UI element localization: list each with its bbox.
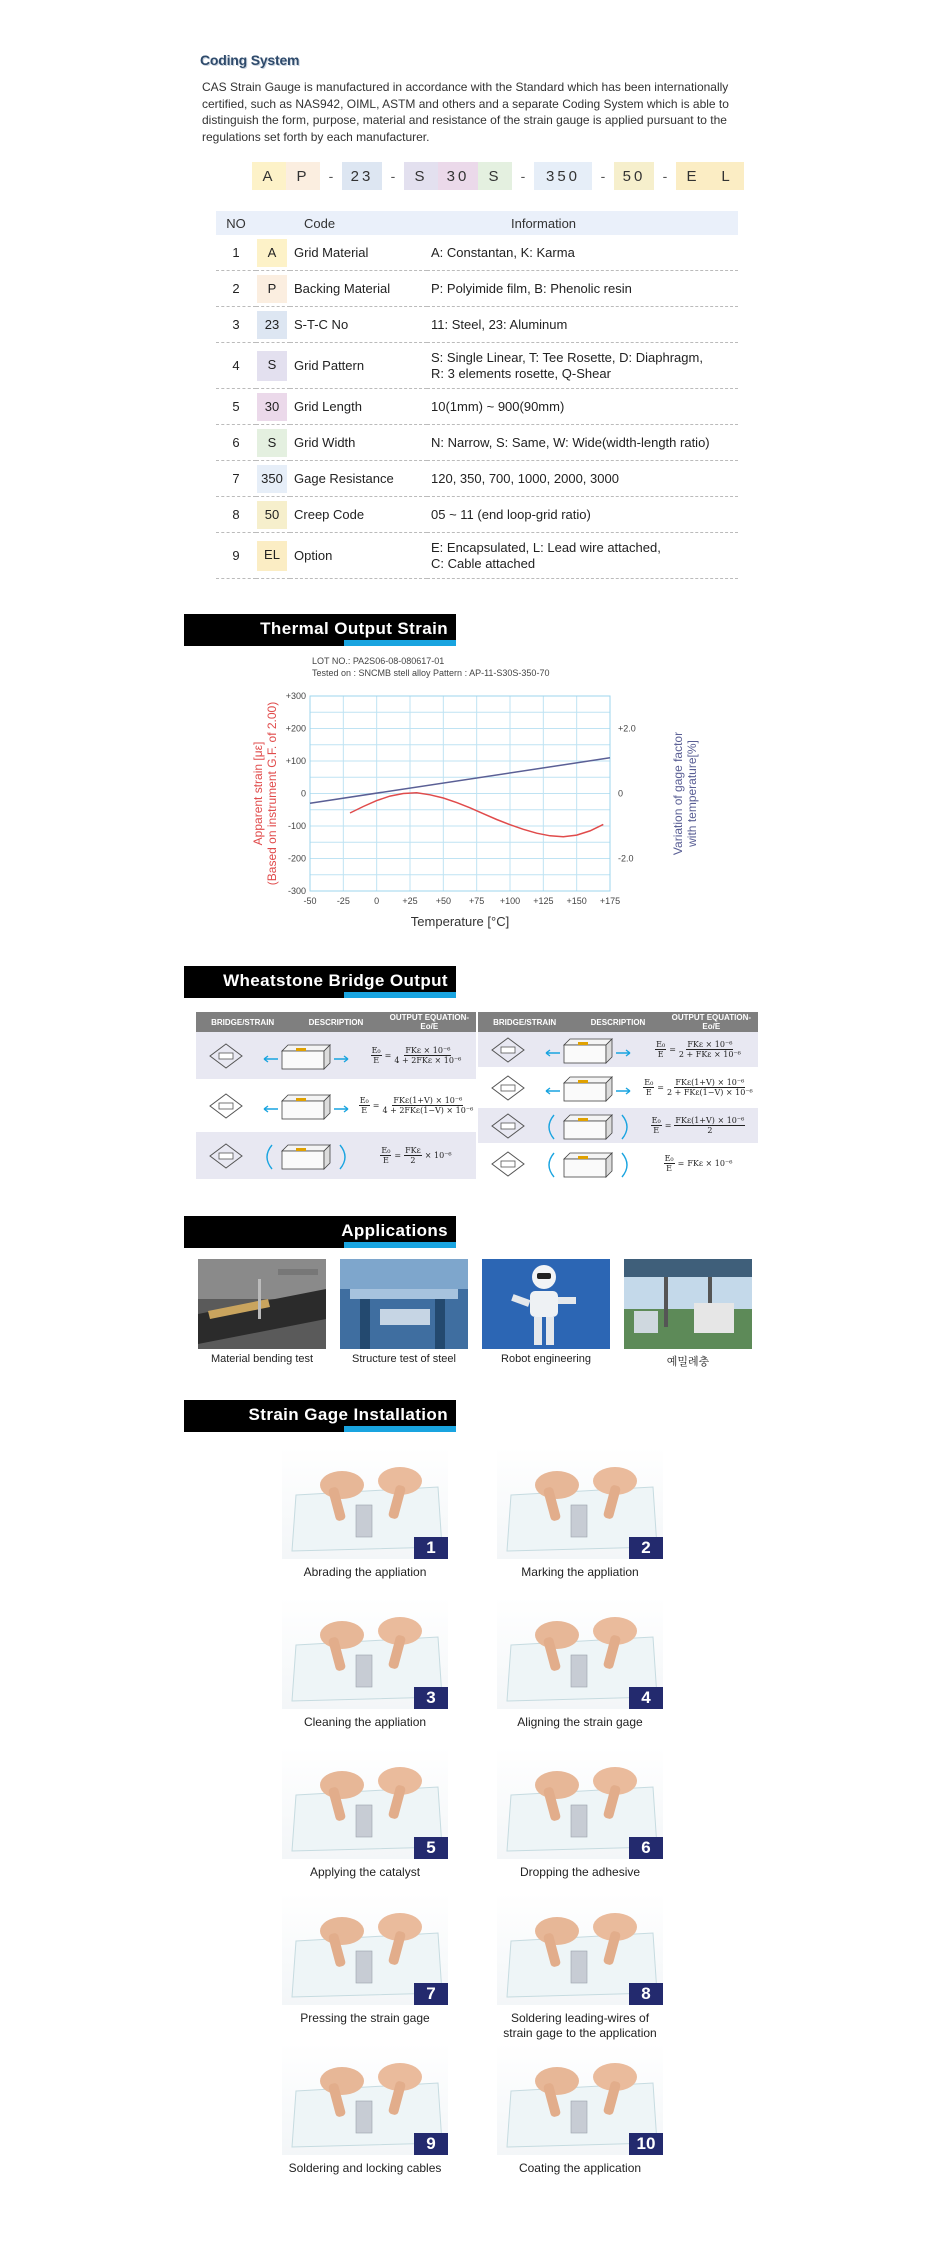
eq-numerator: FKε × 10⁻⁶ xyxy=(405,1046,451,1055)
equation-cell xyxy=(356,1146,476,1165)
eq-eo: E₀ xyxy=(644,1078,654,1087)
eq-e: E xyxy=(666,1164,673,1173)
row-info xyxy=(427,389,738,425)
eq-numerator: FKε(1+V) × 10⁻⁶ xyxy=(675,1078,745,1087)
bridge-table-header xyxy=(478,1012,758,1032)
row-name: Creep Code xyxy=(290,497,427,533)
section-title: Thermal Output Strain xyxy=(260,619,448,638)
x-tick-label: -25 xyxy=(336,896,350,906)
coding-row xyxy=(216,533,738,579)
row-number: 5 xyxy=(216,389,256,425)
bridge-row xyxy=(196,1032,476,1082)
equation-cell xyxy=(356,1096,476,1115)
row-code: 50 xyxy=(257,501,287,529)
output-equation xyxy=(359,1096,474,1115)
row-code-cell xyxy=(256,533,290,579)
step-number-badge: 1 xyxy=(414,1537,448,1559)
installation-section-header xyxy=(184,1400,456,1432)
row-code: EL xyxy=(257,541,287,571)
row-code: P xyxy=(257,275,287,303)
row-code-cell xyxy=(256,271,290,307)
coding-row xyxy=(216,497,738,533)
description-cell xyxy=(538,1071,638,1105)
installation-caption xyxy=(470,1865,690,1880)
eq-e: E xyxy=(382,1156,389,1165)
bridge-header-cell: BRIDGE/STRAIN xyxy=(493,1017,557,1027)
applications-section-header xyxy=(184,1216,456,1248)
coding-table-header xyxy=(216,211,738,235)
bridge-diagram-icon xyxy=(489,1112,527,1140)
eq-e: E xyxy=(657,1050,664,1059)
caption-line: Cleaning the appliation xyxy=(303,1715,427,1729)
bridge-row xyxy=(478,1070,758,1108)
eq-value: FKε × 10⁻⁶ xyxy=(687,1159,733,1168)
bridge-diagram-icon xyxy=(489,1074,527,1102)
row-code: A xyxy=(257,239,287,267)
row-code: 350 xyxy=(257,465,287,493)
eq-eo: E₀ xyxy=(371,1046,381,1055)
bridge-table-right xyxy=(478,1012,758,1184)
coding-table xyxy=(216,211,738,579)
code-segment: A xyxy=(252,162,286,190)
caption-line: Dropping the adhesive xyxy=(519,1865,641,1879)
eq-equals: = xyxy=(657,1083,664,1092)
eq-denominator: 4 + 2FKε × 10⁻⁶ xyxy=(394,1056,462,1065)
eq-fraction xyxy=(404,1146,422,1165)
row-name: Grid Material xyxy=(290,235,427,271)
row-number: 3 xyxy=(216,307,256,343)
installation-caption xyxy=(255,1715,475,1730)
row-info-line: 11: Steel, 23: Aluminum xyxy=(431,316,568,332)
header-info: Information xyxy=(427,211,738,235)
x-tick-label: +150 xyxy=(566,896,587,906)
output-equation xyxy=(371,1046,462,1065)
row-info xyxy=(427,533,738,579)
wheatstone-section-header xyxy=(184,966,456,998)
row-name: Grid Length xyxy=(290,389,427,425)
x-tick-label: +175 xyxy=(599,896,621,906)
row-info xyxy=(427,497,738,533)
eq-e: E xyxy=(645,1088,652,1097)
eq-eo: E₀ xyxy=(656,1040,666,1049)
eq-numerator: FKε × 10⁻⁶ xyxy=(687,1040,733,1049)
row-info-line: 05 ~ 11 (end loop-grid ratio) xyxy=(431,506,591,522)
row-code: 30 xyxy=(257,393,287,421)
eq-e: E xyxy=(653,1126,660,1135)
strain-block-icon xyxy=(258,1039,354,1073)
eq-fraction xyxy=(382,1096,473,1115)
code-segment: 23 xyxy=(342,162,382,190)
caption-line: Pressing the strain gage xyxy=(300,2011,430,2025)
row-name: Option xyxy=(290,533,427,579)
eo-over-e xyxy=(651,1116,662,1135)
coding-row xyxy=(216,343,738,389)
installation-caption xyxy=(470,1715,690,1730)
bridge-row xyxy=(478,1108,758,1146)
code-segment: E xyxy=(676,162,710,190)
installation-photo xyxy=(497,2043,663,2155)
strain-block-icon xyxy=(540,1147,636,1181)
y-right-tick-label: 0 xyxy=(618,788,624,799)
description-cell xyxy=(538,1147,638,1181)
code-separator: - xyxy=(662,168,668,184)
section-title: Wheatstone Bridge Output xyxy=(223,971,448,990)
bridge-header-cell: DESCRIPTION xyxy=(308,1017,364,1027)
step-number-badge: 7 xyxy=(414,1983,448,2005)
eq-fraction xyxy=(667,1078,753,1097)
code-segment: L xyxy=(710,162,744,190)
installation-photo xyxy=(282,1747,448,1859)
y-left-tick-label: -300 xyxy=(287,886,306,896)
row-info-line: P: Polyimide film, B: Phenolic resin xyxy=(431,280,632,296)
bridge-diagram-icon xyxy=(489,1150,527,1178)
row-code-cell xyxy=(256,307,290,343)
output-equation xyxy=(651,1116,746,1135)
eq-eo: E₀ xyxy=(664,1154,674,1163)
description-cell xyxy=(256,1039,356,1073)
caption-line: Soldering and locking cables xyxy=(288,2161,442,2175)
caption-line: Aligning the strain gage xyxy=(517,1715,643,1729)
section-accent-bar xyxy=(344,1242,456,1248)
description-cell xyxy=(538,1033,638,1067)
eo-over-e xyxy=(371,1046,382,1065)
caption-line: Applying the catalyst xyxy=(309,1865,421,1879)
robot-photo xyxy=(482,1259,610,1349)
caption-line: Abrading the appliation xyxy=(303,1565,427,1579)
material-bending-photo xyxy=(198,1259,326,1349)
series-line xyxy=(310,758,610,803)
strain-block-icon xyxy=(540,1071,636,1105)
code-separator: - xyxy=(520,168,526,184)
eq-denominator: 4 + 2FKε(1−V) × 10⁻⁶ xyxy=(382,1106,474,1115)
row-number: 8 xyxy=(216,497,256,533)
bridge-row xyxy=(196,1082,476,1132)
bridge-cell xyxy=(478,1112,538,1140)
coding-system-description: CAS Strain Gauge is manufactured in accordance with the Standard which has been internationally certified, such as NAS942, OIML, ASTM and others and a separate Coding System which is able to distinguish the form, purpose, material and resistance of the strain gauge is applied pursuant to the regulations set forth by each manufacturer. xyxy=(202,80,729,144)
eq-numerator: FKε(1+V) × 10⁻⁶ xyxy=(393,1096,463,1105)
output-equation xyxy=(664,1154,733,1173)
x-axis-label: Temperature [°C] xyxy=(410,914,510,929)
eo-over-e xyxy=(643,1078,654,1097)
eq-denominator: 2 xyxy=(410,1156,416,1165)
bridge-cell xyxy=(478,1074,538,1102)
bridge-header-cell: OUTPUT EQUATION-Eo/E xyxy=(389,1013,470,1031)
bridge-row xyxy=(478,1146,758,1184)
application-caption: 예밀례충 xyxy=(666,1356,710,1368)
eq-equals: = xyxy=(677,1159,685,1168)
section-accent-bar xyxy=(344,1426,456,1432)
equation-cell xyxy=(356,1046,476,1065)
bridge-diagram-icon xyxy=(207,1142,245,1170)
installation-photo xyxy=(497,1747,663,1859)
installation-caption xyxy=(470,1565,690,1580)
eo-over-e xyxy=(359,1096,370,1115)
bridge-table-header xyxy=(196,1012,476,1032)
code-segment: S xyxy=(478,162,512,190)
coding-row xyxy=(216,461,738,497)
eq-equals: = xyxy=(669,1045,676,1054)
bridge-diagram-icon xyxy=(207,1092,245,1120)
installation-caption xyxy=(255,2161,475,2176)
installation-photo xyxy=(497,1447,663,1559)
row-code-cell xyxy=(256,425,290,461)
x-tick-label: -50 xyxy=(303,896,317,906)
row-info xyxy=(427,307,738,343)
row-number: 6 xyxy=(216,425,256,461)
row-code-cell xyxy=(256,461,290,497)
row-number: 7 xyxy=(216,461,256,497)
x-tick-label: +100 xyxy=(499,896,521,906)
step-number-badge: 10 xyxy=(629,2133,663,2155)
header-no: NO xyxy=(216,211,256,235)
description-cell xyxy=(538,1109,638,1143)
bridge-header-cell: DESCRIPTION xyxy=(590,1017,646,1027)
eq-eo: E₀ xyxy=(651,1116,661,1125)
eo-over-e xyxy=(655,1040,666,1059)
strain-block-icon xyxy=(258,1139,354,1173)
structure-steel-photo xyxy=(340,1259,468,1349)
installation-photo xyxy=(282,2043,448,2155)
bridge-diagram-icon xyxy=(489,1036,527,1064)
eo-over-e xyxy=(664,1154,675,1173)
code-separator: - xyxy=(390,168,396,184)
eq-denominator: 2 xyxy=(707,1126,713,1135)
bridge-header-cell: BRIDGE/STRAIN xyxy=(211,1017,275,1027)
field-test-photo xyxy=(624,1259,752,1349)
coding-row xyxy=(216,389,738,425)
caption-line: Coating the application xyxy=(518,2161,642,2175)
header-code: Code xyxy=(256,211,427,235)
y-left-tick-label: +200 xyxy=(285,723,306,734)
row-code: S xyxy=(257,351,287,381)
row-info-line-2: C: Cable attached xyxy=(431,555,536,571)
y-right-axis-label: Variation of gage factor xyxy=(671,731,685,856)
thermal-section-header xyxy=(184,614,456,646)
eq-numerator: FKε xyxy=(405,1146,421,1155)
x-tick-label: +125 xyxy=(533,896,554,906)
eq-numerator: FKε(1+V) × 10⁻⁶ xyxy=(675,1116,745,1125)
eq-equals: = xyxy=(372,1101,380,1110)
output-equation xyxy=(643,1078,753,1097)
installation-photo xyxy=(282,1597,448,1709)
section-title: Strain Gage Installation xyxy=(248,1405,448,1424)
row-info-line: N: Narrow, S: Same, W: Wide(width-length ratio) xyxy=(431,434,710,450)
bridge-table-left xyxy=(196,1012,476,1184)
row-info-line: S: Single Linear, T: Tee Rosette, D: Diaphragm, xyxy=(431,349,703,365)
caption-line: Marking the appliation xyxy=(521,1565,639,1579)
step-number-badge: 9 xyxy=(414,2133,448,2155)
row-code: S xyxy=(257,429,287,457)
row-code-cell xyxy=(256,343,290,389)
y-left-axis-label: Apparent strain [με] xyxy=(251,741,265,846)
row-info-line: 120, 350, 700, 1000, 2000, 3000 xyxy=(431,470,619,486)
eq-denominator: 2 + FKε × 10⁻⁶ xyxy=(678,1050,741,1059)
y-left-tick-label: -100 xyxy=(287,821,306,831)
step-number-badge: 5 xyxy=(414,1837,448,1859)
code-segment: 350 xyxy=(534,162,592,190)
output-equation xyxy=(655,1040,741,1059)
x-tick-label: +75 xyxy=(469,896,485,906)
row-info-line: A: Constantan, K: Karma xyxy=(431,244,575,260)
installation-caption xyxy=(255,2011,475,2026)
code-segment: P xyxy=(286,162,320,190)
row-code-cell xyxy=(256,497,290,533)
bridge-cell xyxy=(478,1150,538,1178)
eq-fraction xyxy=(674,1116,745,1135)
code-segment: 30 xyxy=(438,162,478,190)
application-caption: Material bending test xyxy=(210,1353,314,1365)
eq-tail: × 10⁻⁶ xyxy=(424,1151,452,1160)
section-accent-bar xyxy=(344,640,456,646)
strain-block-icon xyxy=(540,1033,636,1067)
row-number: 9 xyxy=(216,533,256,579)
description-cell xyxy=(256,1089,356,1123)
row-info xyxy=(427,425,738,461)
row-name: S-T-C No xyxy=(290,307,427,343)
step-number-badge: 8 xyxy=(629,1983,663,2005)
step-number-badge: 2 xyxy=(629,1537,663,1559)
eq-equals: = xyxy=(664,1121,672,1130)
eq-e: E xyxy=(373,1056,380,1065)
y-left-tick-label: +300 xyxy=(285,691,306,701)
description-cell xyxy=(256,1139,356,1173)
row-number: 1 xyxy=(216,235,256,271)
row-info-line-2: R: 3 elements rosette, Q-Shear xyxy=(431,365,611,381)
application-caption: Robot engineering xyxy=(501,1353,591,1365)
row-info-line: 10(1mm) ~ 900(90mm) xyxy=(431,398,565,414)
y-right-tick-label: -2.0 xyxy=(618,853,634,864)
eq-equals: = xyxy=(384,1051,392,1060)
section-accent-bar xyxy=(344,992,456,998)
strain-block-icon xyxy=(540,1109,636,1143)
example-code xyxy=(252,161,744,191)
installation-caption xyxy=(255,1865,475,1880)
y-left-tick-label: -200 xyxy=(287,853,306,864)
eq-fraction xyxy=(679,1040,741,1059)
eo-over-e xyxy=(380,1146,391,1165)
application-caption: Structure test of steel xyxy=(352,1353,456,1365)
chart-tested: Tested on : SNCMB stell alloy Pattern : AP-11-S30S-350-70 xyxy=(312,668,550,678)
code-segment: 50 xyxy=(614,162,654,190)
code-separator: - xyxy=(600,168,606,184)
installation-photo xyxy=(497,1597,663,1709)
section-title: Applications xyxy=(341,1221,448,1240)
y-left-tick-label: 0 xyxy=(300,788,306,799)
row-info xyxy=(427,271,738,307)
step-number-badge: 6 xyxy=(629,1837,663,1859)
eq-fraction xyxy=(394,1046,461,1065)
equation-cell xyxy=(638,1116,758,1135)
y-right-axis-sublabel: with temperature[%] xyxy=(685,740,699,847)
bridge-cell xyxy=(196,1092,256,1120)
row-name: Grid Width xyxy=(290,425,427,461)
strain-block-icon xyxy=(258,1089,354,1123)
row-code: 23 xyxy=(257,311,287,339)
x-tick-label: +50 xyxy=(435,896,451,906)
row-number: 4 xyxy=(216,343,256,389)
step-number-badge: 3 xyxy=(414,1687,448,1709)
installation-caption xyxy=(470,2011,690,2041)
installation-caption xyxy=(255,1565,475,1580)
row-code-cell xyxy=(256,389,290,425)
y-right-tick-label: +2.0 xyxy=(618,723,636,734)
eq-equals: = xyxy=(394,1151,402,1160)
row-info xyxy=(427,343,738,389)
installation-caption xyxy=(470,2161,690,2176)
bridge-diagram-icon xyxy=(207,1042,245,1070)
code-segment: S xyxy=(404,162,438,190)
y-left-axis-sublabel: (Based on instrument G.F. of 2.00) xyxy=(265,701,279,886)
bridge-row xyxy=(478,1032,758,1070)
eq-eo: E₀ xyxy=(359,1096,369,1105)
row-info-line: E: Encapsulated, L: Lead wire attached, xyxy=(431,539,661,555)
installation-photo xyxy=(497,1893,663,2005)
eq-denominator: 2 + FKε(1−V) × 10⁻⁶ xyxy=(666,1088,753,1097)
caption-line: Soldering leading-wires of xyxy=(510,2011,650,2025)
output-equation xyxy=(380,1146,451,1165)
thermal-chart xyxy=(240,678,720,940)
x-tick-label: 0 xyxy=(374,896,380,906)
x-tick-label: +25 xyxy=(402,896,418,906)
y-left-tick-label: +100 xyxy=(285,756,306,766)
coding-row xyxy=(216,235,738,271)
row-name: Backing Material xyxy=(290,271,427,307)
row-info xyxy=(427,235,738,271)
coding-row xyxy=(216,271,738,307)
bridge-cell xyxy=(196,1042,256,1070)
row-code-cell xyxy=(256,235,290,271)
equation-cell xyxy=(638,1154,758,1173)
bridge-cell xyxy=(478,1036,538,1064)
eq-eo: E₀ xyxy=(381,1146,391,1155)
bridge-cell xyxy=(196,1142,256,1170)
step-number-badge: 4 xyxy=(629,1687,663,1709)
coding-row xyxy=(216,425,738,461)
chart-lot: LOT NO.: PA2S06-08-080617-01 xyxy=(312,656,445,666)
row-name: Gage Resistance xyxy=(290,461,427,497)
installation-photo xyxy=(282,1447,448,1559)
eq-e: E xyxy=(361,1106,368,1115)
equation-cell xyxy=(638,1078,758,1097)
row-name: Grid Pattern xyxy=(290,343,427,389)
row-number: 2 xyxy=(216,271,256,307)
equation-cell xyxy=(638,1040,758,1059)
code-separator: - xyxy=(328,168,334,184)
caption-line-2: strain gage to the application xyxy=(503,2026,657,2040)
installation-photo xyxy=(282,1893,448,2005)
bridge-row xyxy=(196,1132,476,1182)
row-info xyxy=(427,461,738,497)
coding-row xyxy=(216,307,738,343)
bridge-header-cell: OUTPUT EQUATION-Eo/E xyxy=(671,1013,752,1031)
coding-system-title: Coding System xyxy=(200,52,300,68)
